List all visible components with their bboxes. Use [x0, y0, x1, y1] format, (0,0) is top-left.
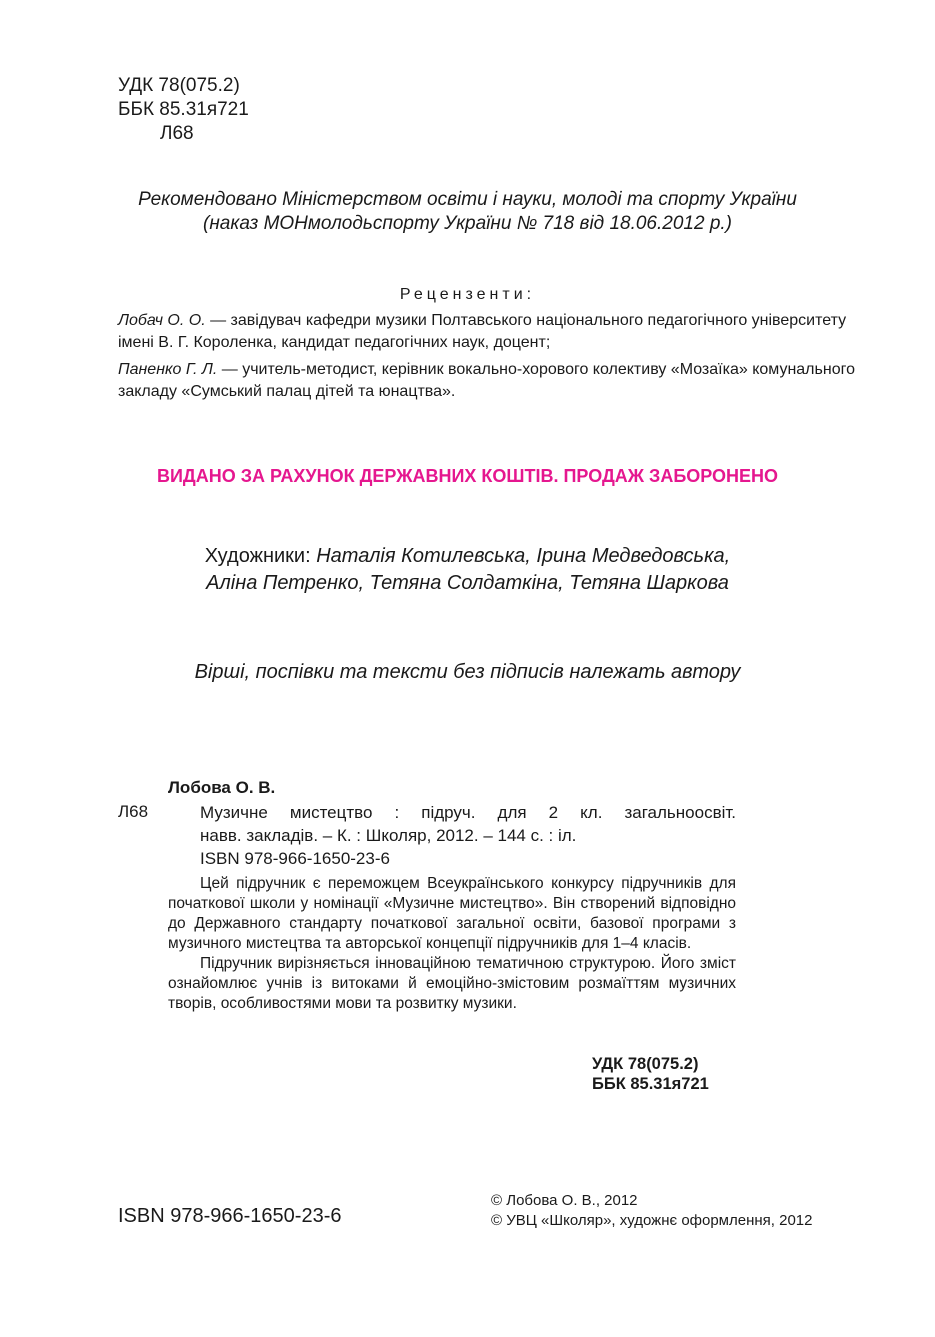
- reviewer-description: — учитель-методист, керівник вокально-хорового колективу «Мозаїка» комунального закладу «Сумський палац дітей та юнацтва».: [118, 361, 855, 400]
- bib-classification: [592, 1054, 709, 1094]
- funding-notice: ВИДАНО ЗА РАХУНОК ДЕРЖАВНИХ КОШТІВ. ПРОДАЖ ЗАБОРОНЕНО: [156, 466, 779, 486]
- copyright-author: © Лобова О. В., 2012: [491, 1192, 638, 1209]
- abstract-paragraph-1: Цей підручник є переможцем Всеукраїнського конкурсу підручників для початкової школи у номінації «Музичне мистецтво». Він створений відповідно до Державного стандарту початкової загальної освіти, базової програми з музичного мистецтва та авторської концепції підручників для 1–4 класів.: [168, 875, 736, 952]
- reviewer-2: [118, 359, 868, 403]
- reviewer-name: Паненко Г. Л.: [118, 361, 218, 378]
- copyright-block: [491, 1191, 812, 1231]
- recommendation-line-1: Рекомендовано Міністерством освіти і науки, молоді та спорту України: [138, 189, 797, 210]
- bbk-code: ББК 85.31я721: [118, 99, 249, 120]
- udk-code: УДК 78(075.2): [118, 75, 240, 96]
- bib-author: Лобова О. В.: [168, 778, 276, 797]
- bib-publication-line: навв. закладів. – К. : Школяр, 2012. – 144 с. : іл.: [200, 826, 577, 845]
- abstract: [168, 874, 736, 1014]
- recommendation: [0, 188, 935, 236]
- reviewers-title: Рецензенти:: [399, 286, 536, 303]
- footer-isbn: ISBN 978-966-1650-23-6: [118, 1205, 342, 1227]
- reviewer-description: — завідувач кафедри музики Полтавського національного педагогічного університету імені В. Г. Короленка, кандидат педагогічних наук, доцент;: [118, 312, 847, 351]
- bib-record: [200, 801, 736, 870]
- abstract-paragraph-2: Підручник вирізняється інноваційною тематичною структурою. Його зміст ознайомлює учнів із витоками й емоційно-змістовим розмаїттям музичних творів, особливостями мови та розвитку музики.: [168, 955, 736, 1012]
- reviewer-1: [118, 310, 868, 354]
- bib-code: Л68: [118, 802, 149, 821]
- author-mark: Л68: [160, 123, 194, 144]
- recommendation-line-2: (наказ МОНмолодьспорту України № 718 від 18.06.2012 р.): [203, 213, 732, 234]
- artists-line-1: Наталія Котилевська, Ірина Медведовська,: [316, 545, 731, 567]
- bib-title-line: Музичне мистецтво : підруч. для 2 кл. загальноосвіт.: [200, 803, 736, 822]
- bib-bbk: ББК 85.31я721: [592, 1075, 709, 1093]
- bib-isbn: ISBN 978-966-1650-23-6: [200, 849, 390, 868]
- artists-block: [0, 543, 935, 597]
- bib-udk: УДК 78(075.2): [592, 1055, 699, 1073]
- copyright-publisher: © УВЦ «Школяр», художнє оформлення, 2012: [491, 1212, 813, 1229]
- reviewer-name: Лобач О. О.: [118, 312, 206, 329]
- verses-note: Вірші, поспівки та тексти без підписів належать автору: [194, 661, 741, 683]
- classification-block: [118, 74, 249, 146]
- artists-line-2: Аліна Петренко, Тетяна Солдаткіна, Тетяна Шаркова: [206, 572, 729, 594]
- artists-label: Художники:: [204, 545, 317, 567]
